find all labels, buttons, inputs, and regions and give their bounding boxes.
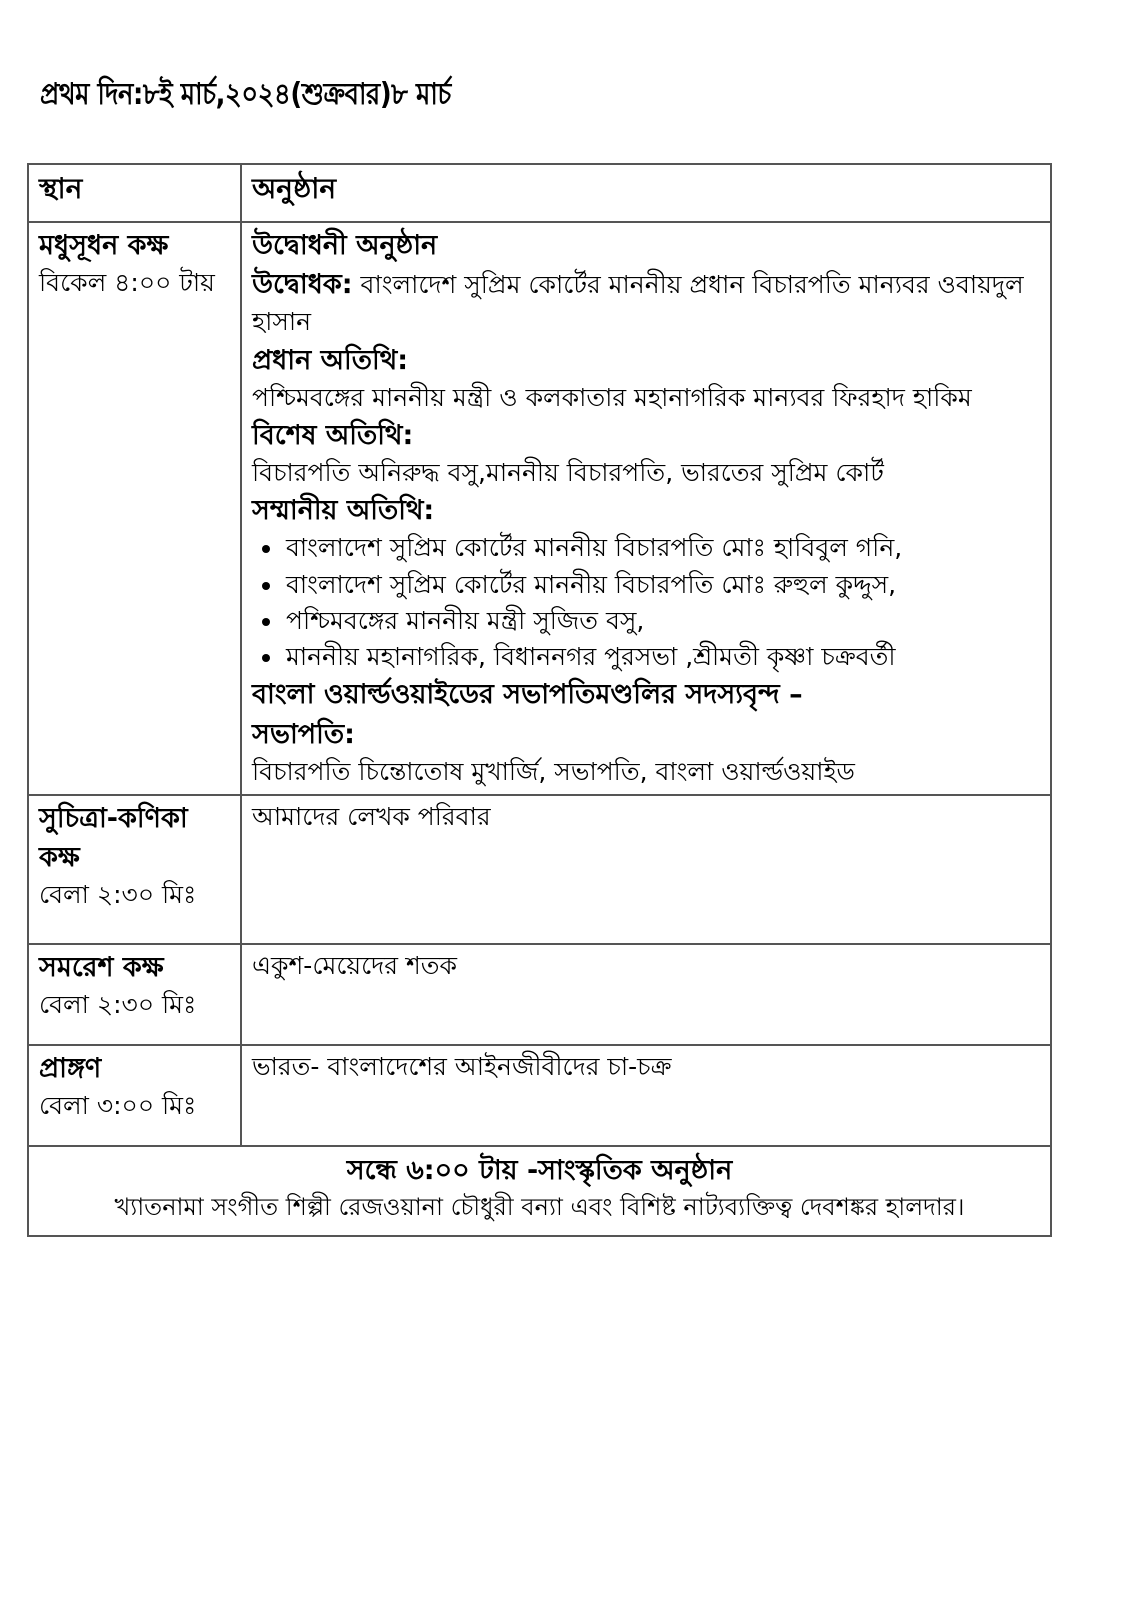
event-title: উদ্বোধনী অনুষ্ঠান [252, 230, 438, 261]
chief-guest-name: পশ্চিমবঙ্গের মাননীয় মন্ত্রী ও কলকাতার মহানাগরিক মান্যবর ফিরহাদ হাকিম [252, 382, 972, 412]
table-header-row [28, 164, 1051, 222]
list-item: • মাননীয় মহানাগরিক, বিধাননগর পুরসভা ,শ্রীমতী কৃষ্ণা চক্রবর্তী [284, 639, 1040, 675]
event-cell [241, 1045, 1051, 1146]
event-cell [241, 944, 1051, 1045]
list-item: • পশ্চিমবঙ্গের মাননীয় মন্ত্রী সুজিত বসু, [284, 603, 1040, 639]
members-label: বাংলা ওয়ার্ল্ডওয়াইডের সভাপতিমণ্ডলির সদস্যবৃন্দ – [252, 679, 803, 711]
event-time: বিকেল ৪:০০ টায় [39, 268, 215, 298]
table-row [28, 795, 1051, 944]
special-guest-label: বিশেষ অতিথি: [252, 419, 414, 451]
place-cell [28, 795, 241, 944]
place-name: প্রাঙ্গণ [39, 1052, 102, 1084]
footer-row [28, 1146, 1051, 1236]
inaugurator-line [252, 265, 1040, 340]
inaugurator-label: উদ্বোধক: [252, 269, 353, 301]
cultural-program-text: খ্যাতনামা সংগীত শিল্পী রেজওয়ানা চৌধুরী বন্যা এবং বিশিষ্ট নাট্যব্যক্তিত্ব দেবশঙ্কর হালদার। [114, 1193, 965, 1222]
event-time: বেলা ২:৩০ মিঃ [39, 880, 197, 910]
special-guest-name: বিচারপতি অনিরুদ্ধ বসু,মাননীয় বিচারপতি, ভারতের সুপ্রিম কোর্ট [252, 458, 884, 488]
honored-guests-label: সম্মানীয় অতিথি: [252, 495, 435, 527]
event-name: একুশ-মেয়েদের শতক [252, 950, 458, 980]
place-name: মধুসূধন কক্ষ [39, 230, 169, 261]
cultural-program-title: সন্ধে ৬:০০ টায় -সাংস্কৃতিক অনুষ্ঠান [346, 1154, 733, 1186]
header-place: স্থান [28, 164, 241, 222]
table-row [28, 222, 1051, 795]
event-time: বেলা ২:৩০ মিঃ [39, 990, 197, 1020]
list-item: • বাংলাদেশ সুপ্রিম কোর্টের মাননীয় বিচারপতি মোঃ হাবিবুল গনি, [284, 530, 1040, 566]
header-event: অনুষ্ঠান [241, 164, 1051, 222]
president-label: সভাপতি: [252, 718, 355, 750]
chief-guest-label: প্রধান অতিথি: [252, 344, 409, 376]
event-cell [241, 795, 1051, 944]
place-cell [28, 1045, 241, 1146]
event-name: ভারত- বাংলাদেশের আইনজীবীদের চা-চক্র [252, 1051, 672, 1081]
honored-guests-list [252, 530, 1040, 675]
place-name: সুচিত্রা-কণিকা কক্ষ [39, 802, 188, 874]
event-time: বেলা ৩:০০ মিঃ [39, 1091, 197, 1121]
list-item: • বাংলাদেশ সুপ্রিম কোর্টের মাননীয় বিচারপতি মোঃ রুহুল কুদ্দুস, [284, 567, 1040, 603]
place-name: সমরেশ কক্ষ [39, 951, 164, 983]
place-cell [28, 222, 241, 795]
event-cell [241, 222, 1051, 795]
inaugurator-name: বাংলাদেশ সুপ্রিম কোর্টের মাননীয় প্রধান বিচারপতি মান্যবর ওবায়দুল হাসান [252, 270, 1024, 337]
place-cell [28, 944, 241, 1045]
footer-cell [28, 1146, 1051, 1236]
table-row [28, 944, 1051, 1045]
president-name: বিচারপতি চিন্তোতোষ মুখার্জি, সভাপতি, বাংলা ওয়ার্ল্ডওয়াইড [252, 756, 855, 786]
table-row [28, 1045, 1051, 1146]
page-title: প্রথম দিন:৮ই মার্চ,২০২৪(শুক্রবার)৮ মার্চ [40, 77, 451, 112]
event-name: আমাদের লেখক পরিবার [252, 801, 491, 831]
schedule-table [27, 163, 1052, 1237]
